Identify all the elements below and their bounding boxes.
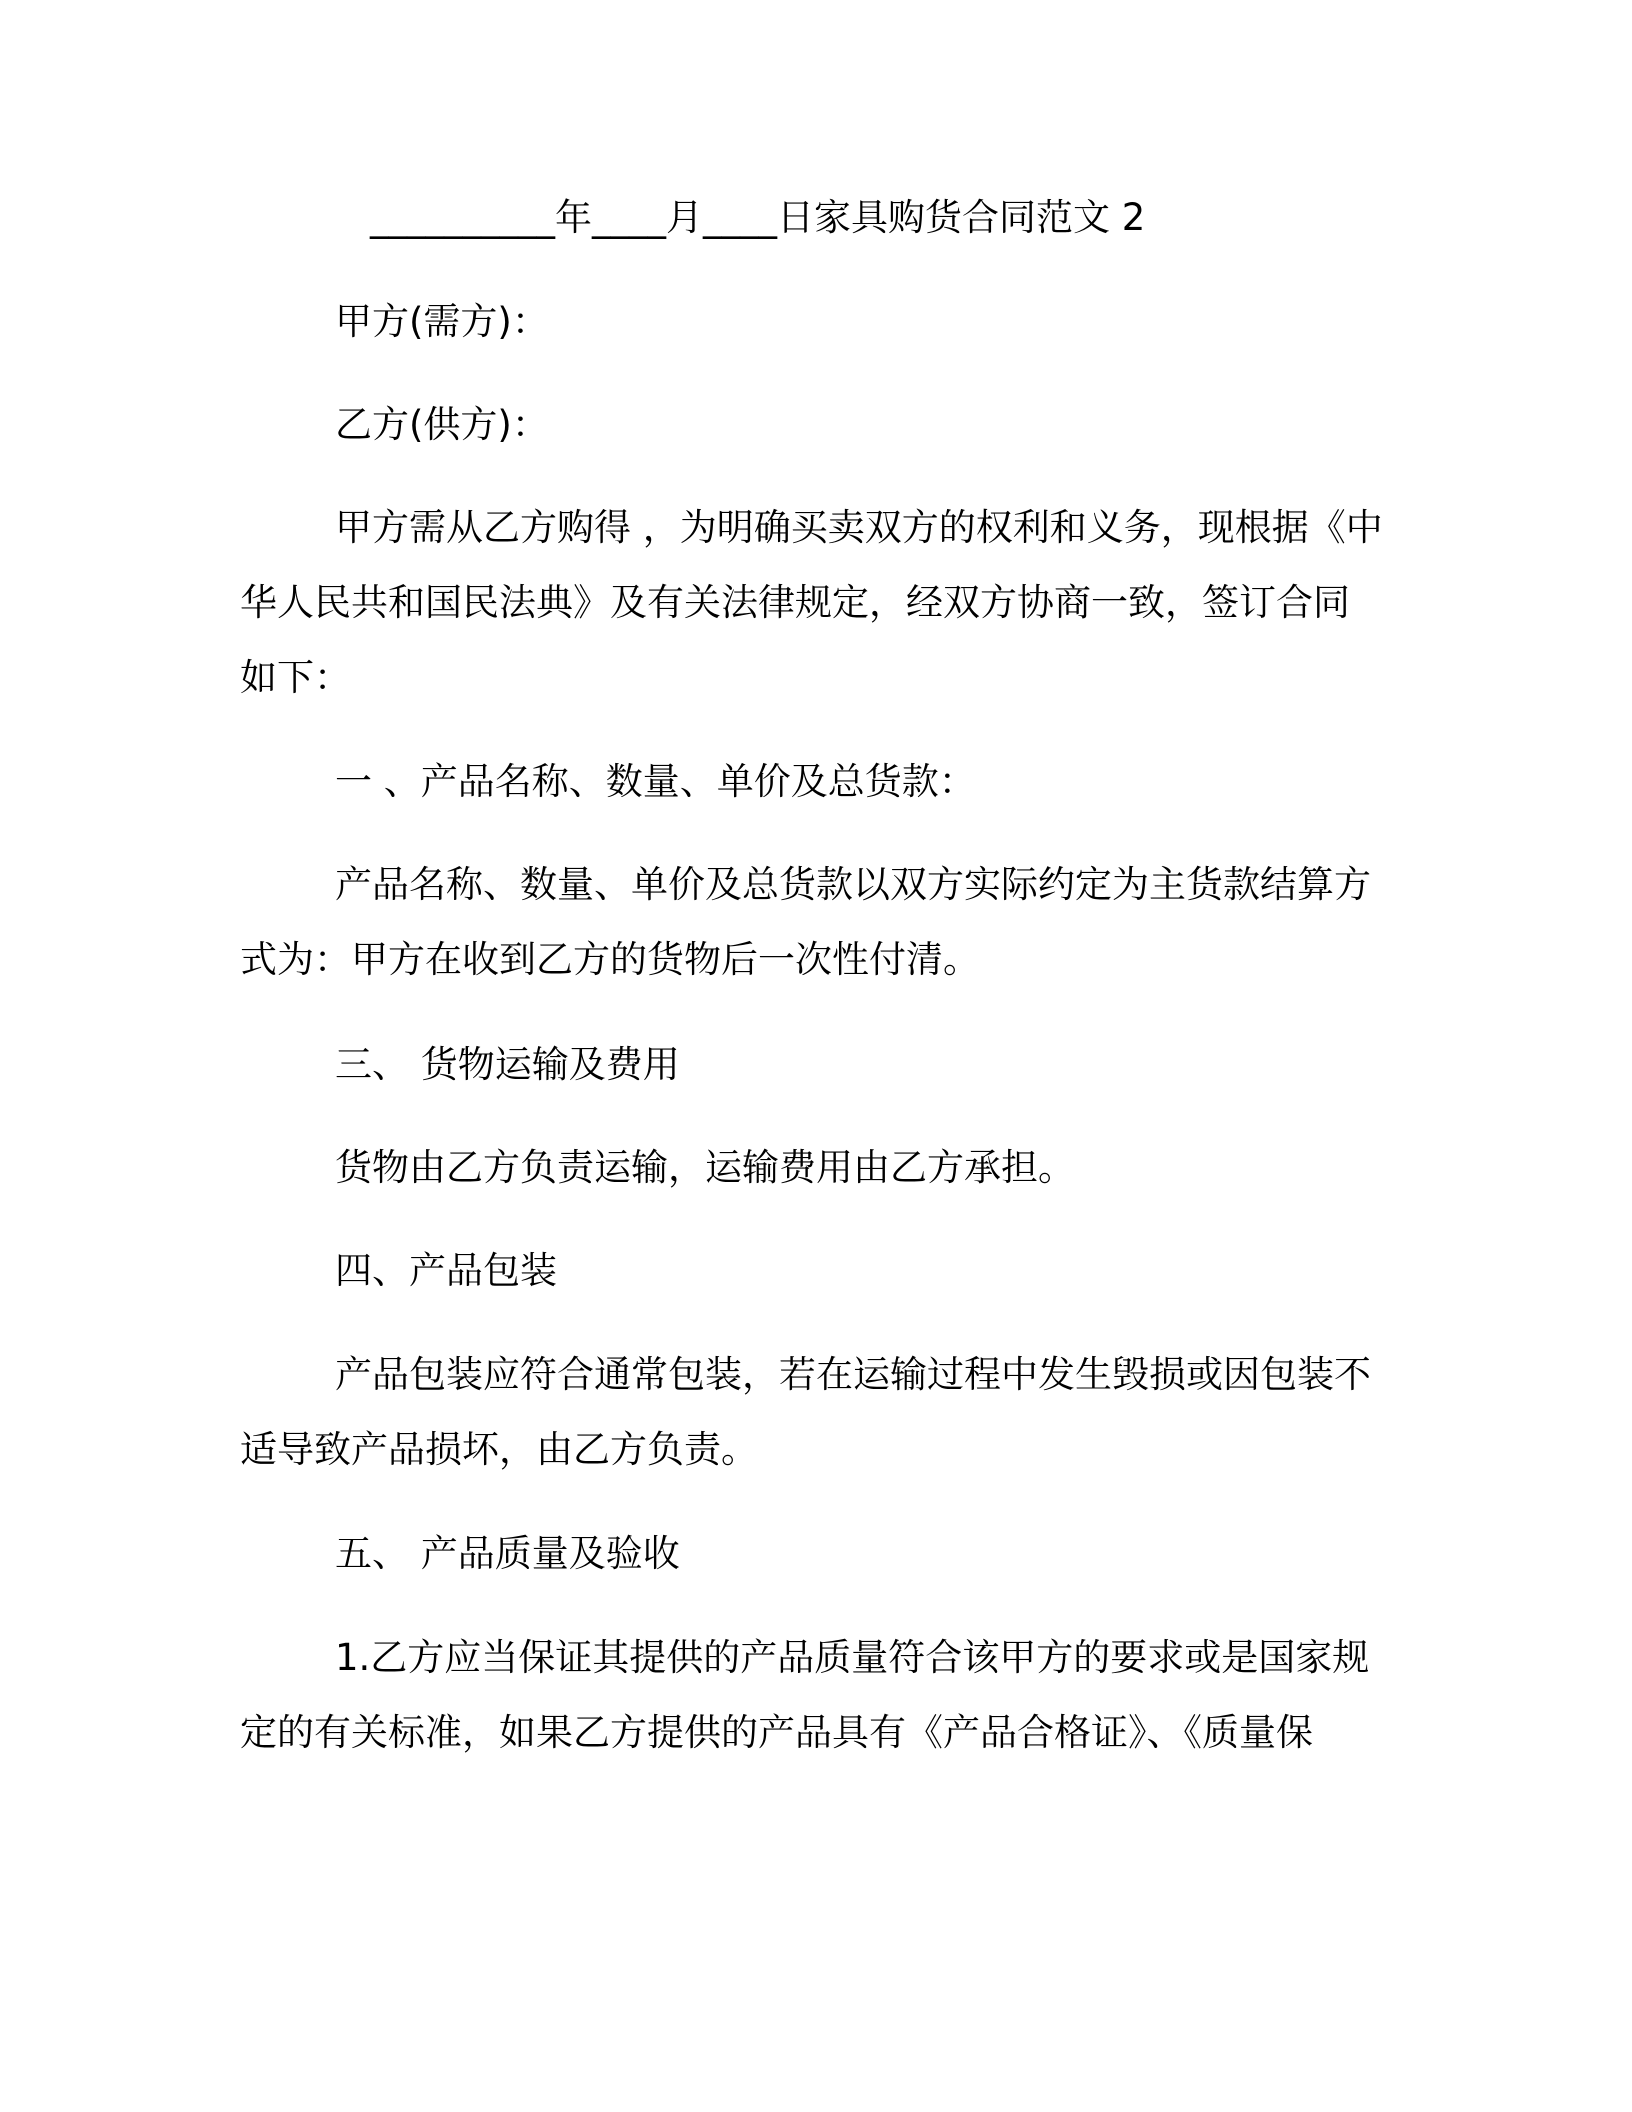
section5-body-line-2: 定的有关标准，如果乙方提供的产品具有《产品合格证》、《质量保 bbox=[240, 1711, 1313, 1754]
party-b-label: 乙方(供方)： bbox=[335, 403, 549, 446]
contract-title: __________年____月____日家具购货合同范文 2 bbox=[370, 196, 1146, 239]
section4-body-line-1: 产品包装应符合通常包装，若在运输过程中发生毁损或因包装不 bbox=[335, 1353, 1371, 1396]
section5-heading: 五、 产品质量及验收 bbox=[335, 1532, 680, 1575]
section3-body-line-1: 货物由乙方负责运输，运输费用由乙方承担。 bbox=[335, 1146, 1075, 1189]
section4-heading: 四、产品包装 bbox=[335, 1249, 557, 1292]
preamble-line-1: 甲方需从乙方购得 ，为明确买卖双方的权利和义务，现根据《中 bbox=[335, 506, 1383, 549]
section1-body-line-1: 产品名称、数量、单价及总货款以双方实际约定为主货款结算方 bbox=[335, 863, 1371, 906]
party-a-label: 甲方(需方)： bbox=[335, 300, 549, 343]
section3-heading: 三、 货物运输及费用 bbox=[335, 1043, 680, 1086]
section1-body-line-2: 式为：甲方在收到乙方的货物后一次性付清。 bbox=[240, 938, 980, 981]
section4-body-line-2: 适导致产品损坏，由乙方负责。 bbox=[240, 1428, 758, 1471]
preamble-line-2: 华人民共和国民法典》及有关法律规定，经双方协商一致，签订合同 bbox=[240, 581, 1350, 624]
section1-heading: 一 、产品名称、数量、单价及总货款： bbox=[335, 760, 976, 803]
section5-body-line-1: 1.乙方应当保证其提供的产品质量符合该甲方的要求或是国家规 bbox=[335, 1636, 1370, 1679]
preamble-line-3: 如下： bbox=[240, 656, 351, 699]
